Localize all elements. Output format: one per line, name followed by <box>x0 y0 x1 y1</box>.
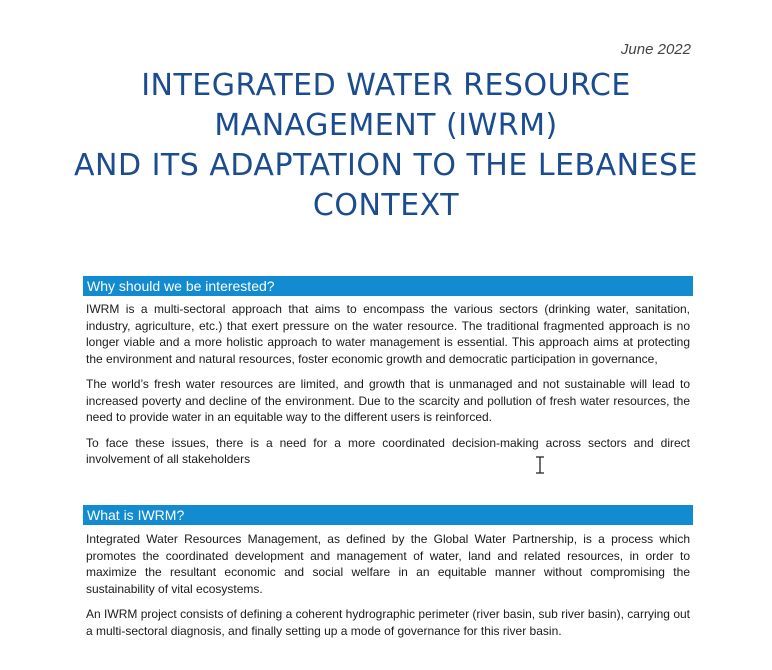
text-cursor-icon-svg <box>535 456 545 474</box>
section-heading: Why should we be interested? <box>83 276 693 296</box>
text-cursor-icon <box>535 456 545 477</box>
section-heading: What is IWRM? <box>83 505 693 525</box>
document-title <box>60 66 712 226</box>
title-line-1: INTEGRATED WATER RESOURCE <box>141 68 631 103</box>
paragraph: The world’s fresh water resources are limited, and growth that is unmanaged and not sustainable will lead to increased poverty and decline of the environment. Due to the scarcity and pollution of fresh water resources, the need to provide water in an equitable way to the different users is reinforced. <box>86 377 690 424</box>
paragraph: An IWRM project consists of defining a coherent hydrographic perimeter (river basin, sub river basin), carrying out a multi-sectoral diagnosis, and finally setting up a mode of governance for this river basin. <box>86 607 690 638</box>
document-date: June 2022 <box>620 41 691 58</box>
title-line-2: MANAGEMENT (IWRM) <box>214 108 558 143</box>
section-what-is-iwrm <box>83 505 693 639</box>
paragraph: To face these issues, there is a need for a more coordinated decision-making across sectors and direct involvement of all stakeholders <box>86 435 690 466</box>
title-line-3: AND ITS ADAPTATION TO THE LEBANESE <box>73 148 699 183</box>
paragraph: Integrated Water Resources Management, as defined by the Global Water Partnership, is a process which promotes the coordinated development and management of water, land and related resources, in order to maximize the resultant economic and social welfare in an equitable manner without compromising the sustainability of vital ecosystems. <box>86 532 690 596</box>
title-line-4: CONTEXT <box>312 188 460 223</box>
paragraph: IWRM is a multi-sectoral approach that aims to encompass the various sectors (drinking water, sanitation, industry, agriculture, etc.) that exert pressure on the water resource. The traditional fragmented approach is no longer viable and a more holistic approach to water management is essential. This approach aims at protecting the environment and natural resources, foster economic growth and democratic participation in governance, <box>86 302 690 366</box>
section-why-interested <box>83 276 693 468</box>
